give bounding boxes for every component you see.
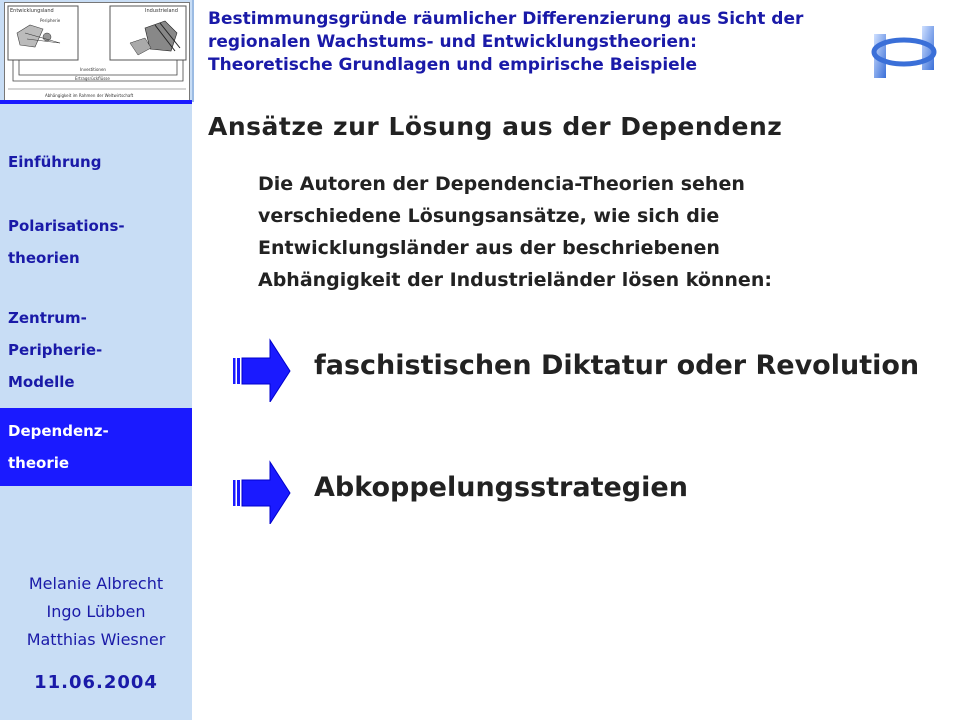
author-name: Ingo Lübben: [46, 602, 146, 621]
block-right-arrow-icon: [232, 336, 292, 402]
header-underline: [0, 100, 192, 104]
nav-item-dependenztheorie[interactable]: [0, 408, 192, 486]
intro-line: Abhängigkeit der Industrieländer lösen können:: [258, 269, 772, 291]
intro-line: Die Autoren der Dependencia-Theorien sehen: [258, 173, 745, 195]
nav-label: Polarisations-: [8, 217, 125, 235]
svg-text:Abhängigkeit im Rahmen der Wel: Abhängigkeit im Rahmen der Weltwirtschaft: [45, 93, 134, 98]
header-divider: [192, 0, 194, 102]
block-right-arrow-icon: [232, 458, 292, 524]
university-logo-icon: [868, 22, 940, 82]
svg-text:Peripherie: Peripherie: [40, 18, 61, 23]
dependency-diagram-thumbnail: [4, 2, 190, 102]
solution-point: faschistischen Diktatur oder Revolution: [314, 350, 920, 381]
header-line-3: Theoretische Grundlagen und empirische Beispiele: [208, 55, 698, 75]
header-line-1: Bestimmungsgründe räumlicher Differenzierung aus Sicht der: [208, 9, 804, 29]
intro-line: verschiedene Lösungsansätze, wie sich die: [258, 205, 720, 227]
nav-item-polarisationstheorien[interactable]: [8, 210, 125, 274]
nav-label: Einführung: [8, 153, 102, 171]
svg-text:Ertragsrückflüsse: Ertragsrückflüsse: [75, 76, 110, 81]
nav-label: theorien: [8, 249, 80, 267]
svg-text:Industrieland: Industrieland: [145, 8, 178, 14]
intro-line: Entwicklungsländer aus der beschriebenen: [258, 237, 720, 259]
nav-label: Modelle: [8, 373, 75, 391]
nav-item-einfuehrung[interactable]: [8, 146, 101, 178]
svg-text:Investitionen: Investitionen: [80, 67, 106, 72]
presentation-header: [208, 8, 858, 77]
nav-label: Peripherie-: [8, 341, 103, 359]
intro-paragraph: [258, 168, 908, 296]
svg-text:Entwicklungsland: Entwicklungsland: [10, 8, 54, 14]
author-name: Melanie Albrecht: [28, 574, 164, 593]
header-line-2: regionalen Wachstums- und Entwicklungstheorien:: [208, 32, 697, 52]
solution-point: Abkoppelungsstrategien: [314, 472, 688, 503]
nav-label: Dependenz-: [8, 422, 109, 440]
nav-label: theorie: [8, 454, 70, 472]
nav-item-zentrum-peripherie-modelle[interactable]: [8, 302, 102, 398]
author-name: Matthias Wiesner: [26, 630, 166, 649]
slide-title: Ansätze zur Lösung aus der Dependenz: [208, 112, 783, 141]
presentation-date: 11.06.2004: [34, 672, 158, 693]
nav-label: Zentrum-: [8, 309, 87, 327]
authors: [0, 570, 192, 654]
